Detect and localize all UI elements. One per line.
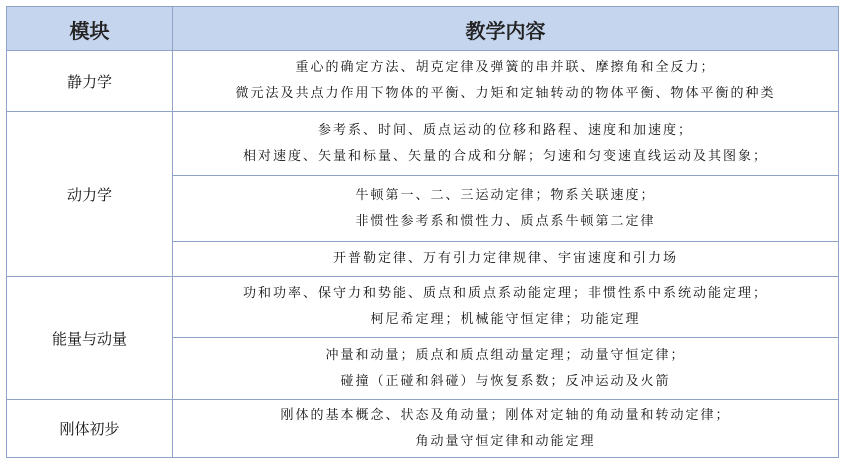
content-line: 刚体的基本概念、状态及角动量；刚体对定轴的角动量和转动定律；: [280, 407, 731, 423]
content-line: 功和功率、保守力和势能、质点和质点系动能定理；非惯性系中系统动能定理；: [242, 286, 768, 301]
content-line: 柯尼希定理；机械能守恒定律；功能定理: [370, 312, 641, 327]
content-line: 参考系、时间、质点运动的位移和路程、速度和加速度；: [317, 122, 693, 138]
table-row: [7, 51, 838, 112]
content-line: 开普勒定律、万有引力定律规律、宇宙速度和引力场: [332, 251, 678, 266]
content-line: 非惯性参考系和惯性力、质点系牛顿第二定律: [355, 213, 656, 229]
content-line: 角动量守恒定律和动能定理: [415, 433, 596, 449]
table-row: [7, 400, 838, 457]
content-line: 碰撞（正碰和斜碰）与恢复系数；反冲运动及火箭: [340, 373, 671, 389]
content-line: 牛顿第一、二、三运动定律；物系关联速度；: [355, 187, 656, 203]
content-group: [173, 400, 838, 457]
table-header: [7, 7, 838, 51]
header-content: 教学内容: [465, 18, 546, 43]
content-line: 重心的确定方法、胡克定律及弹簧的串并联、摩擦角和全反力；: [295, 60, 716, 75]
table-row: [7, 277, 838, 400]
content-group: [173, 242, 838, 276]
content-line: 冲量和动量；质点和质点组动量定理；动量守恒定律；: [325, 347, 686, 363]
content-group: [173, 277, 838, 338]
content-cell: [173, 400, 838, 457]
content-line: 微元法及共点力作用下物体的平衡、力矩和定轴转动的物体平衡、物体平衡的种类: [235, 86, 776, 101]
content-line: 相对速度、矢量和标量、矢量的合成和分解；匀速和匀变速直线运动及其图象；: [242, 148, 768, 164]
content-group: [173, 338, 838, 399]
curriculum-table: [6, 6, 839, 458]
content-group: [173, 112, 838, 176]
content-cell: [173, 277, 838, 399]
header-module: 模块: [7, 7, 173, 51]
content-group: [173, 51, 838, 111]
content-cell: [173, 112, 838, 276]
module-name: 动力学: [7, 112, 173, 276]
content-group: [173, 176, 838, 242]
content-cell: [173, 51, 838, 111]
module-name: 刚体初步: [7, 400, 173, 457]
table-row: [7, 112, 838, 277]
module-name: 静力学: [7, 51, 173, 111]
module-name: 能量与动量: [7, 277, 173, 399]
